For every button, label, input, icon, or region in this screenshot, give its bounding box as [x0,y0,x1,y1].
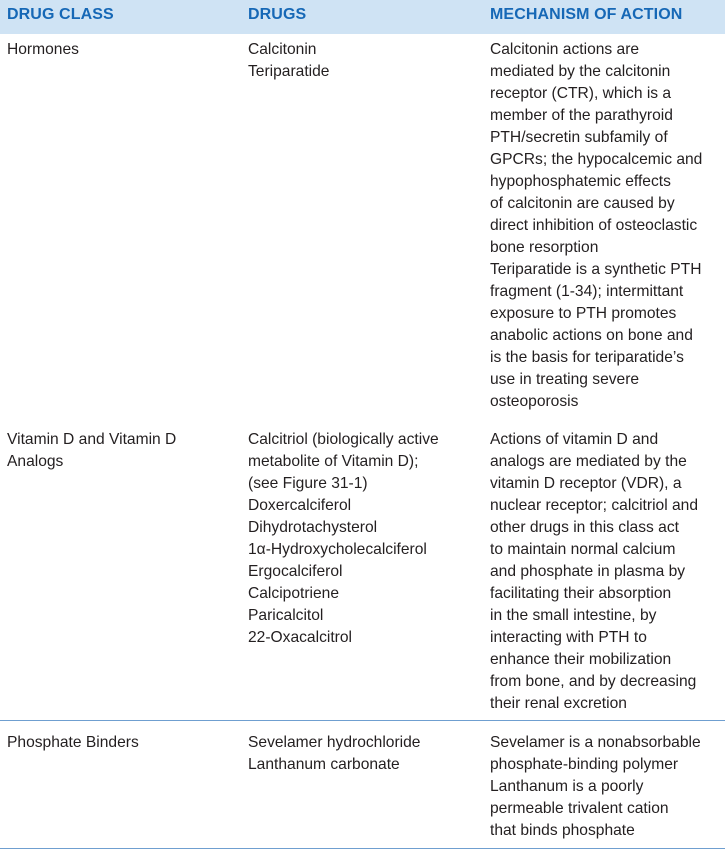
text-line: nuclear receptor; calcitriol and [490,497,699,514]
text-line: permeable trivalent cation [490,800,669,817]
text-line: direct inhibition of osteoclastic [490,217,698,234]
text-line: that binds phosphate [490,822,635,839]
text-line: Teriparatide is a synthetic PTH [490,261,702,278]
header-drug-class: DRUG CLASS [7,6,114,23]
text-line: Calcipotriene [248,585,340,602]
text-line: their renal excretion [490,695,627,712]
text-line: Lanthanum is a poorly [490,778,644,795]
text-line: receptor (CTR), which is a [490,85,672,102]
row-divider [0,720,725,721]
text-line: Calcitonin actions are [490,41,640,58]
text-line: Dihydrotachysterol [248,519,378,536]
text-line: facilitating their absorption [490,585,672,602]
text-line: Sevelamer is a nonabsorbable [490,734,701,751]
text-line: Doxercalciferol [248,497,352,514]
text-line: metabolite of Vitamin D); [248,453,419,470]
text-line: Calcitonin [248,41,317,58]
text-line: interacting with PTH to [490,629,647,646]
text-line: of calcitonin are caused by [490,195,675,212]
cell-drugs [248,732,420,776]
text-line: anabolic actions on bone and [490,327,693,344]
text-line: analogs are mediated by the [490,453,687,470]
text-line: mediated by the calcitonin [490,63,671,80]
text-line: GPCRs; the hypocalcemic and [490,151,703,168]
text-line: phosphate-binding polymer [490,756,679,773]
text-line: Ergocalciferol [248,563,343,580]
text-line: vitamin D receptor (VDR), a [490,475,682,492]
cell-mechanism [490,429,698,715]
text-line: in the small intestine, by [490,607,657,624]
text-line: Vitamin D and Vitamin D [7,431,177,448]
text-line: fragment (1-34); intermittant [490,283,684,300]
cell-drug-class [7,429,176,473]
text-line: Actions of vitamin D and [490,431,659,448]
text-line: and phosphate in plasma by [490,563,686,580]
cell-drugs [248,39,329,83]
header-drugs: DRUGS [248,6,307,23]
text-line: other drugs in this class act [490,519,679,536]
text-line: Calcitriol (biologically active [248,431,439,448]
cell-drug-class [7,39,79,61]
text-line: member of the parathyroid [490,107,673,124]
cell-drugs [248,429,439,649]
text-line: from bone, and by decreasing [490,673,697,690]
header-mechanism: MECHANISM OF ACTION [490,6,683,23]
text-line: hypophosphatemic effects [490,173,671,190]
text-line: exposure to PTH promotes [490,305,677,322]
text-line: use in treating severe [490,371,640,388]
text-line: PTH/secretin subfamily of [490,129,668,146]
text-line: Teriparatide [248,63,330,80]
table-bottom-rule [0,848,725,849]
text-line: Hormones [7,41,79,58]
text-line: 1α-Hydroxycholecalciferol [248,541,427,558]
cell-mechanism [490,39,702,413]
cell-drug-class [7,732,139,754]
table-header [0,0,725,34]
text-line: osteoporosis [490,393,579,410]
text-line: is the basis for teriparatide’s [490,349,684,366]
text-line: Paricalcitol [248,607,324,624]
text-line: Analogs [7,453,64,470]
text-line: (see Figure 31-1) [248,475,368,492]
text-line: bone resorption [490,239,599,256]
text-line: Lanthanum carbonate [248,756,400,773]
text-line: Phosphate Binders [7,734,139,751]
text-line: to maintain normal calcium [490,541,676,558]
text-line: 22-Oxacalcitrol [248,629,352,646]
text-line: enhance their mobilization [490,651,672,668]
text-line: Sevelamer hydrochloride [248,734,421,751]
cell-mechanism [490,732,701,842]
